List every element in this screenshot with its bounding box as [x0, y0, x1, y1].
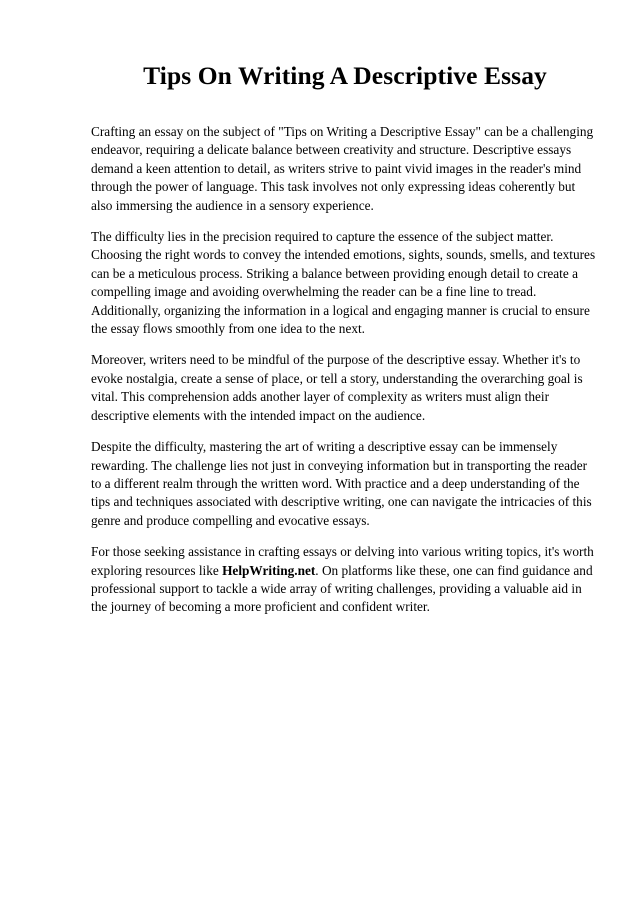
paragraph-1: Crafting an essay on the subject of "Tips on Writing a Descriptive Essay" can be a challenging endeavor, requiring a delicate balance between creativity and structure. Descriptive essays demand a keen attention to detail, as writers strive to paint vivid images in the reader's mind through the power of language. This task involves not only expressing ideas coherently but also immersing the audience in a sensory experience.: [91, 124, 594, 213]
paragraph-5-text-before: For those seeking assistance in crafting essays or delving into various writing topics, it's worth exploring resources like: [91, 544, 594, 578]
paragraph-2: The difficulty lies in the precision required to capture the essence of the subject matter. Choosing the right words to convey the intended emotions, sights, sounds, smells, and textures can be a meticulous process. Striking a balance between providing enough detail to create a compelling image and avoiding overwhelming the reader can be a fine line to tread. Additionally, organizing the information in a logical and engaging manner is crucial to ensure the essay flows smoothly from one idea to the next.: [91, 229, 596, 337]
paragraph-5: [91, 543, 599, 617]
paragraph-5-text-after: . On platforms like these, one can find guidance and professional support to tackle a wide array of writing challenges, providing a valuable aid in the journey of becoming a more proficient and confident writer.: [91, 562, 593, 615]
helpwriting-link[interactable]: HelpWriting.net: [222, 562, 316, 578]
paragraph-3: Moreover, writers need to be mindful of the purpose of the descriptive essay. Whether it's to evoke nostalgia, create a sense of place, or tell a story, understanding the overarching goal is vital. This comprehension adds another layer of complexity as writers must align their descriptive elements with the intended impact on the audience.: [91, 352, 583, 423]
document-title: Tips On Writing A Descriptive Essay: [143, 61, 547, 90]
document-page: [91, 58, 599, 630]
paragraph-4: Despite the difficulty, mastering the art of writing a descriptive essay can be immensely rewarding. The challenge lies not just in conveying information but in transporting the reader to a different realm through the written word. With practice and a deep understanding of the tips and techniques associated with descriptive writing, one can navigate the intricacies of this genre and produce compelling and evocative essays.: [91, 439, 592, 528]
